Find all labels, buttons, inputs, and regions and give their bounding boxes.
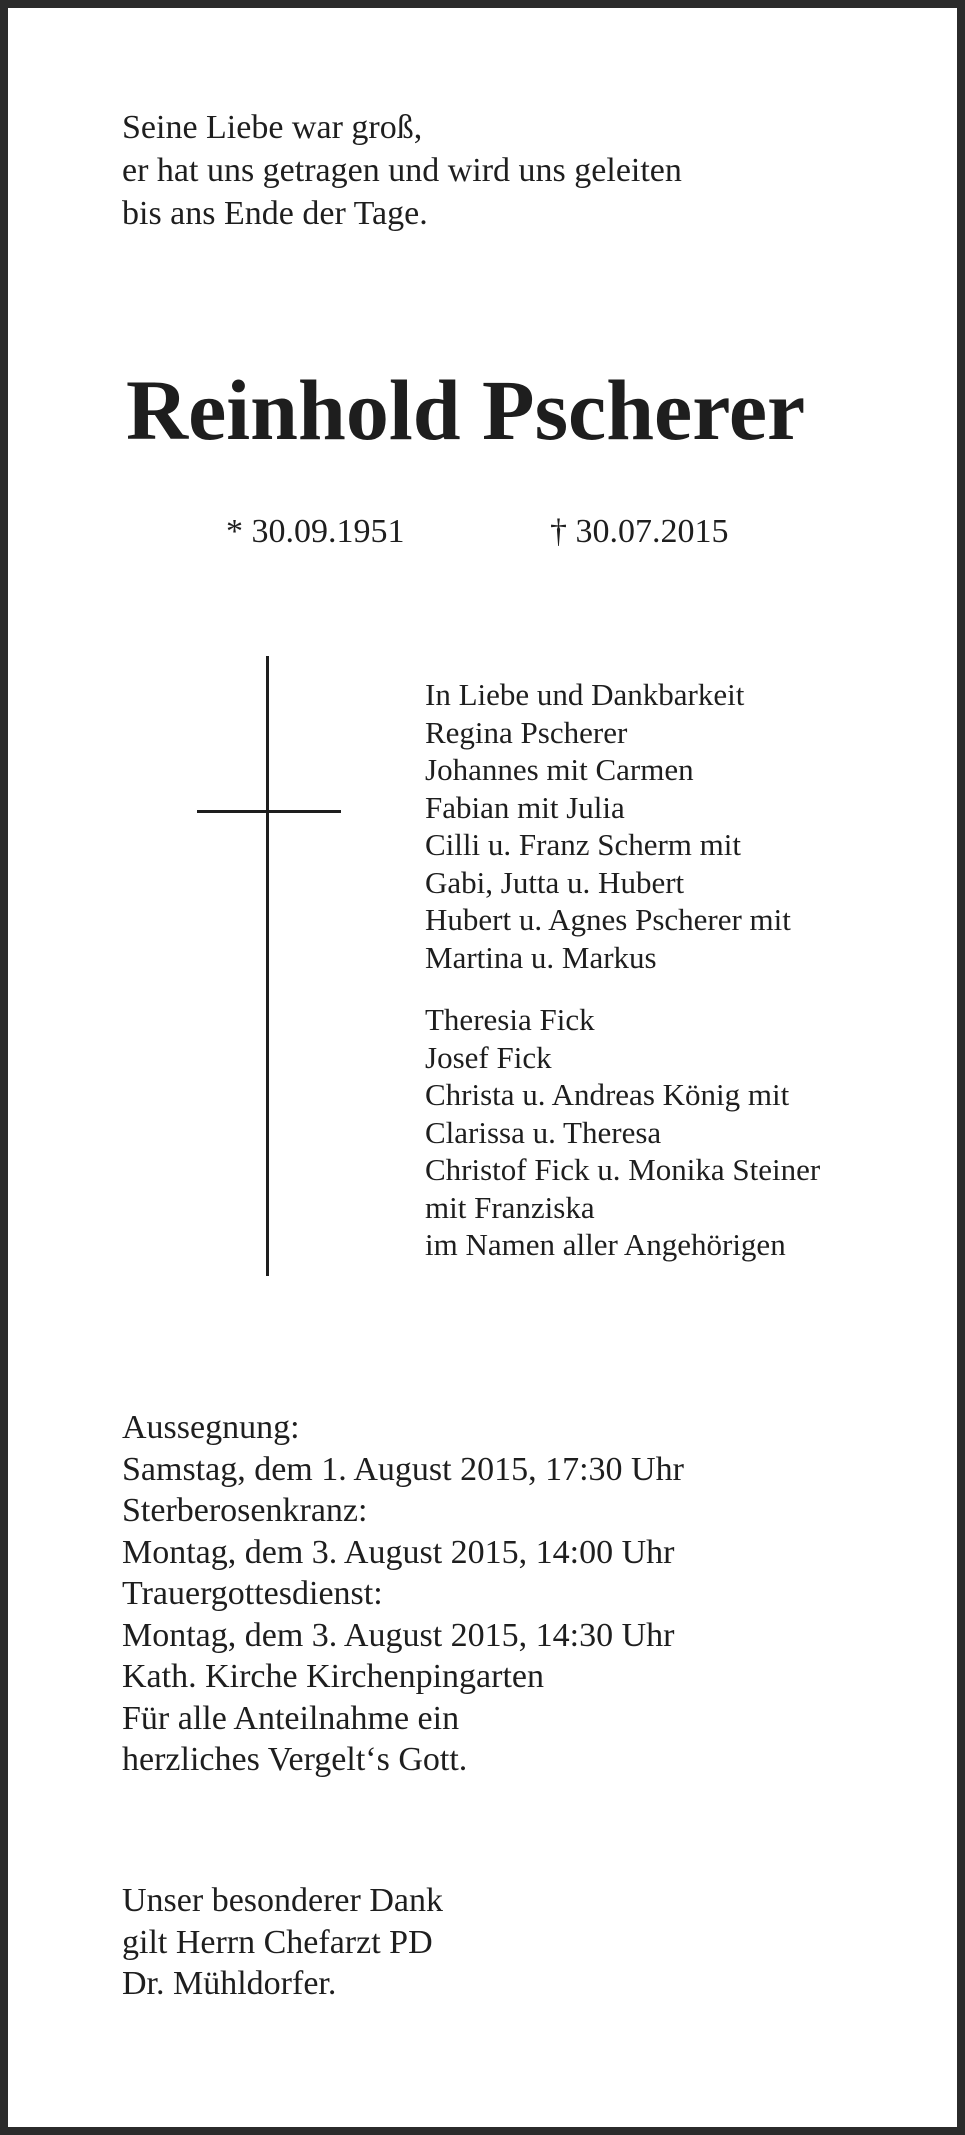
thanks-line: Unser besonderer Dank <box>122 1882 443 1919</box>
service-line: Montag, dem 3. August 2015, 14:30 Uhr <box>122 1616 675 1654</box>
mourner-line: In Liebe und Dankbarkeit <box>425 677 745 712</box>
service-line: Aussegnung: <box>122 1409 300 1446</box>
funeral-services <box>122 1407 684 1781</box>
special-thanks <box>122 1880 443 2005</box>
opening-verse <box>122 106 682 235</box>
service-line: herzliches Vergelt‘s Gott. <box>122 1741 468 1778</box>
mourner-line: Theresia Fick <box>425 1002 595 1037</box>
mourner-line: Josef Fick <box>425 1039 552 1075</box>
verse-line: bis ans Ende der Tage. <box>122 195 428 232</box>
mourner-line: Fabian mit Julia <box>425 789 625 825</box>
mourner-line: Martina u. Markus <box>425 939 657 975</box>
service-line: Samstag, dem 1. August 2015, 17:30 Uhr <box>122 1450 684 1488</box>
mourner-line: Hubert u. Agnes Pscherer mit <box>425 902 791 937</box>
thanks-line: gilt Herrn Chefarzt PD <box>122 1923 433 1961</box>
service-line: Sterberosenkranz: <box>122 1492 368 1529</box>
birth-date: * 30.09.1951 <box>226 513 405 550</box>
mourner-line: mit Franziska <box>425 1189 595 1225</box>
mourner-line: Christof Fick u. Monika Steiner <box>425 1152 821 1187</box>
service-line: Trauergottesdienst: <box>122 1575 383 1612</box>
mourner-line: Gabi, Jutta u. Hubert <box>425 864 685 900</box>
verse-line: Seine Liebe war groß, <box>122 109 423 146</box>
mourner-line: Christa u. Andreas König mit <box>425 1077 790 1112</box>
mourner-line: Cilli u. Franz Scherm mit <box>425 827 741 862</box>
cross-vertical-bar <box>266 656 269 1276</box>
mourners-list <box>425 676 820 1264</box>
service-line: Für alle Anteilnahme ein <box>122 1699 460 1737</box>
cross-horizontal-bar <box>197 810 341 813</box>
verse-line: er hat uns getragen und wird uns geleiten <box>122 152 682 189</box>
service-line: Montag, dem 3. August 2015, 14:00 Uhr <box>122 1533 675 1571</box>
mourner-line: Johannes mit Carmen <box>425 752 694 787</box>
death-date: † 30.07.2015 <box>550 513 729 550</box>
mourner-line: Clarissa u. Theresa <box>425 1114 662 1150</box>
mourner-line: Regina Pscherer <box>425 714 628 750</box>
service-line: Kath. Kirche Kirchenpingarten <box>122 1658 544 1695</box>
mourners-group-family <box>425 676 820 976</box>
mourners-group-relatives <box>425 1001 820 1264</box>
mourner-line: im Namen aller Angehörigen <box>425 1227 786 1262</box>
deceased-name: Reinhold Pscherer <box>126 362 806 458</box>
thanks-line: Dr. Mühldorfer. <box>122 1965 337 2002</box>
